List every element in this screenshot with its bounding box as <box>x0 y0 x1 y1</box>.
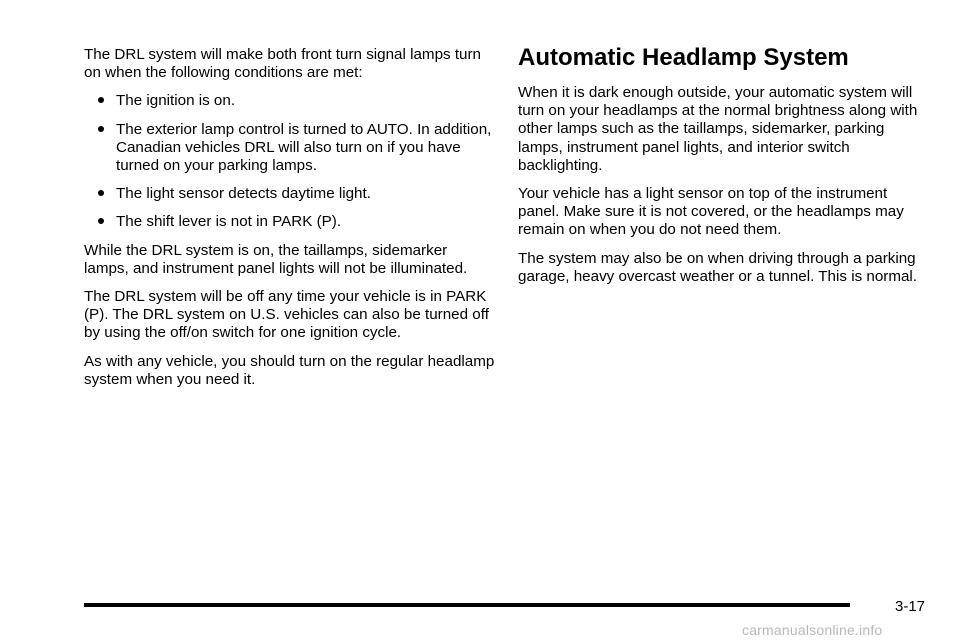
list-item-text: The shift lever is not in PARK (P). <box>116 213 342 231</box>
bullet-icon <box>98 218 104 224</box>
normal-operation-paragraph: The system may also be on when driving through a parking garage, heavy overcast weather or a tunnel. This is normal. <box>518 249 918 285</box>
drl-intro-paragraph: The DRL system will make both front turn signal lamps turn on when the following conditions are met: <box>84 46 481 82</box>
right-column <box>518 44 930 296</box>
drl-conditions-list <box>84 92 496 231</box>
list-item <box>84 213 496 231</box>
list-item-text: The exterior lamp control is turned to AUTO. In addition, Canadian vehicles DRL will also turn on if you have turned on your parking lamps. <box>116 120 492 175</box>
list-item-text: The light sensor detects daytime light. <box>116 185 371 203</box>
bullet-icon <box>98 190 104 196</box>
light-sensor-paragraph: Your vehicle has a light sensor on top of the instrument panel. Make sure it is not covered, or the headlamps may remain on when you do not need them. <box>518 185 904 239</box>
drl-lamps-paragraph: While the DRL system is on, the taillamps, sidemarker lamps, and instrument panel lights will not be illuminated. <box>84 241 468 277</box>
drl-off-paragraph: The DRL system will be off any time your vehicle is in PARK (P). The DRL system on U.S. vehicles can also be turned off by using the off/on switch for one ignition cycle. <box>84 288 489 342</box>
bullet-icon <box>98 97 104 103</box>
auto-headlamp-paragraph: When it is dark enough outside, your automatic system will turn on your headlamps at the normal brightness along with other lamps such as the taillamps, sidemarker, parking lamps, instrument panel lights, and interior switch backlighting. <box>518 84 918 174</box>
list-item <box>84 121 496 176</box>
left-column <box>84 46 496 399</box>
list-item-text: The ignition is on. <box>116 92 236 110</box>
drl-advice-paragraph: As with any vehicle, you should turn on the regular headlamp system when you need it. <box>84 352 495 388</box>
footer-rule <box>84 603 850 607</box>
watermark: carmanualsonline.info <box>742 622 883 638</box>
section-heading: Automatic Headlamp System <box>518 44 849 71</box>
bullet-icon <box>98 126 104 132</box>
list-item <box>84 185 496 203</box>
page-number: 3-17 <box>895 598 926 615</box>
list-item <box>84 92 496 110</box>
